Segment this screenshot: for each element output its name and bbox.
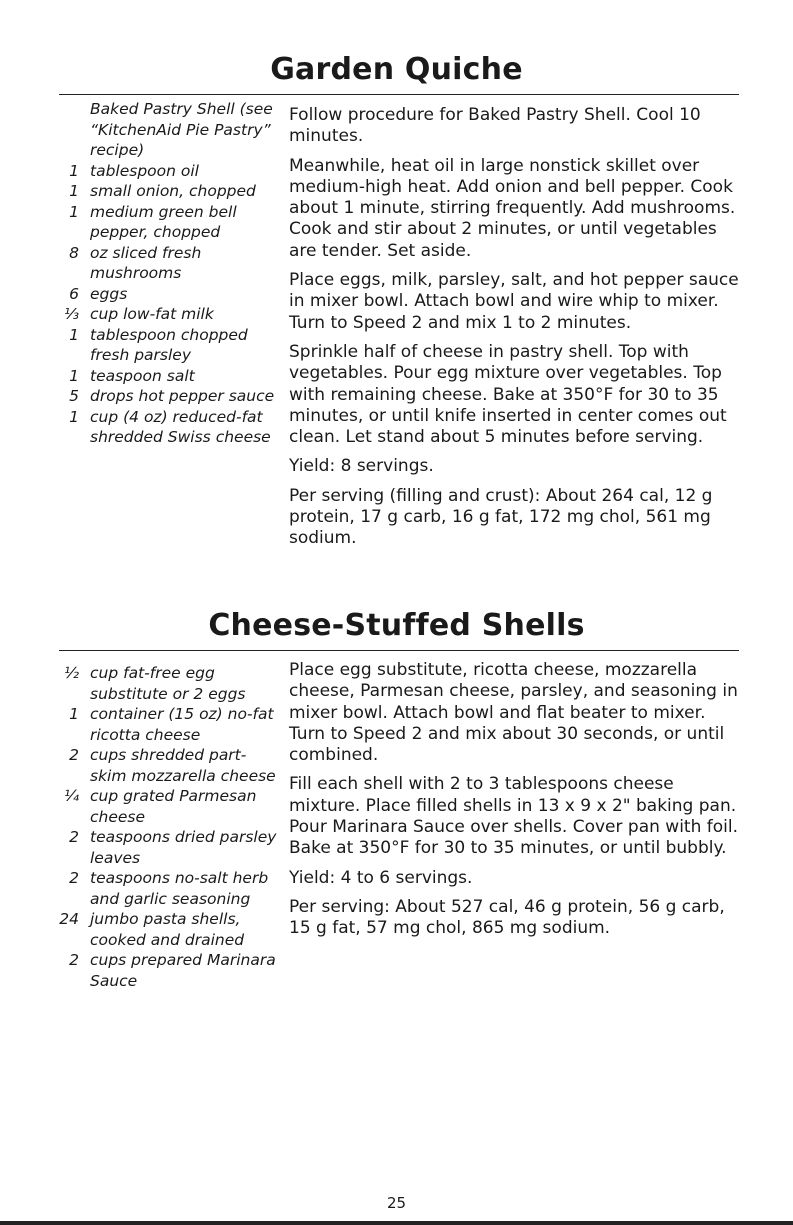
ingredient-quantity: ¼ xyxy=(63,787,79,805)
ingredient-item xyxy=(57,243,277,284)
ingredient-text: medium green bell pepper, chopped xyxy=(90,202,237,241)
ingredient-item xyxy=(57,202,277,243)
ingredient-item xyxy=(57,704,277,745)
ingredient-item xyxy=(57,663,277,704)
direction-paragraph: Follow procedure for Baked Pastry Shell. Cool 10 minutes. xyxy=(289,105,701,147)
ingredient-item xyxy=(57,827,277,868)
title-divider xyxy=(59,650,739,651)
ingredient-item xyxy=(57,284,277,305)
ingredient-item xyxy=(57,161,277,182)
ingredient-text: eggs xyxy=(90,284,128,303)
ingredient-item xyxy=(57,868,277,909)
ingredient-text: Baked Pastry Shell (see “KitchenAid Pie Pastry” recipe) xyxy=(90,100,273,159)
page-bottom-edge xyxy=(0,1221,793,1225)
ingredient-quantity: ½ xyxy=(63,664,79,682)
ingredient-list xyxy=(57,663,277,991)
ingredient-item xyxy=(57,304,277,325)
ingredient-quantity: 2 xyxy=(69,828,79,846)
ingredient-quantity: 1 xyxy=(69,705,79,723)
ingredient-quantity: 1 xyxy=(69,407,79,426)
ingredient-quantity: 5 xyxy=(69,387,79,405)
ingredient-item xyxy=(57,909,277,950)
title-divider xyxy=(59,94,739,95)
ingredient-quantity: 2 xyxy=(69,746,79,764)
ingredient-quantity: 6 xyxy=(69,284,79,303)
page-number: 25 xyxy=(386,1194,407,1212)
ingredient-text: tablespoon oil xyxy=(90,161,199,180)
ingredient-item xyxy=(57,745,277,786)
ingredient-text: cup grated Parmesan cheese xyxy=(90,787,257,826)
ingredient-text: oz sliced fresh mushrooms xyxy=(90,243,202,282)
ingredient-item xyxy=(57,386,277,407)
direction-paragraph: Sprinkle half of cheese in pastry shell. Top with vegetables. Pour egg mixture over vegetables. Top with remaining cheese. Bake at 350°F for 30 to 35 minutes, or until knife inserted in center comes out clean. Let stand about 5 minutes before serving. xyxy=(289,341,727,448)
directions xyxy=(289,660,744,948)
ingredient-text: cup (4 oz) reduced-fat shredded Swiss cheese xyxy=(90,407,271,446)
ingredient-quantity: 1 xyxy=(69,182,79,200)
ingredient-item xyxy=(57,181,277,202)
direction-paragraph: Place eggs, milk, parsley, salt, and hot pepper sauce in mixer bowl. Attach bowl and wire whip to mixer. Turn to Speed 2 and mix 1 to 2 minutes. xyxy=(289,270,739,333)
direction-paragraph: Yield: 4 to 6 servings. xyxy=(289,867,473,888)
ingredient-quantity: 2 xyxy=(69,869,79,887)
direction-paragraph: Per serving (filling and crust): About 264 cal, 12 g protein, 17 g carb, 16 g fat, 172 mg chol, 561 mg sodium. xyxy=(289,485,713,549)
direction-paragraph: Per serving: About 527 cal, 46 g protein, 56 g carb, 15 g fat, 57 mg chol, 865 mg sodium. xyxy=(289,896,725,939)
ingredient-text: cup fat-free egg substitute or 2 eggs xyxy=(90,664,246,703)
ingredient-quantity: 24 xyxy=(59,910,79,928)
recipe-title: Garden Quiche xyxy=(270,52,523,87)
ingredient-item xyxy=(57,325,277,366)
ingredient-quantity: 1 xyxy=(69,161,79,180)
ingredient-quantity: ⅓ xyxy=(63,305,79,323)
ingredient-text: teaspoon salt xyxy=(90,366,195,385)
ingredient-text: teaspoons no-salt herb and garlic seasoning xyxy=(90,869,269,908)
ingredient-text: cups shredded part-skim mozzarella cheese xyxy=(90,746,276,785)
ingredient-item xyxy=(57,407,277,448)
ingredient-text: drops hot pepper sauce xyxy=(90,387,275,405)
ingredient-quantity: 8 xyxy=(69,243,79,262)
ingredient-text: teaspoons dried parsley leaves xyxy=(90,828,277,867)
ingredient-text: small onion, chopped xyxy=(90,182,256,200)
ingredient-text: cups prepared Marinara Sauce xyxy=(90,951,276,990)
directions xyxy=(289,105,744,558)
ingredient-item xyxy=(57,99,277,161)
ingredient-item xyxy=(57,950,277,991)
ingredient-quantity: 2 xyxy=(69,951,79,969)
ingredient-text: cup low-fat milk xyxy=(90,305,214,323)
ingredient-text: container (15 oz) no-fat ricotta cheese xyxy=(90,705,274,744)
ingredient-quantity: 1 xyxy=(69,325,79,344)
ingredient-text: jumbo pasta shells, cooked and drained xyxy=(90,910,245,949)
direction-paragraph: Meanwhile, heat oil in large nonstick skillet over medium-high heat. Add onion and bell pepper. Cook about 1 minute, stirring frequently. Add mushrooms. Cook and stir about 2 minutes, or until vegetables are tender. Set aside. xyxy=(289,155,736,261)
recipe-title: Cheese-Stuffed Shells xyxy=(208,608,585,643)
ingredient-list xyxy=(57,99,277,448)
direction-paragraph: Place egg substitute, ricotta cheese, mozzarella cheese, Parmesan cheese, parsley, and seasoning in mixer bowl. Attach bowl and flat beater to mixer. Turn to Speed 2 and mix about 30 seconds, or until combined. xyxy=(289,660,738,766)
direction-paragraph: Yield: 8 servings. xyxy=(289,456,434,477)
ingredient-item xyxy=(57,786,277,827)
direction-paragraph: Fill each shell with 2 to 3 tablespoons cheese mixture. Place filled shells in 13 x 9 x 2" baking pan. Pour Marinara Sauce over shells. Cover pan with foil. Bake at 350°F for 30 to 35 minutes, or until bubbly. xyxy=(289,774,738,859)
ingredient-item xyxy=(57,366,277,387)
ingredient-quantity: 1 xyxy=(69,366,79,385)
ingredient-quantity: 1 xyxy=(69,202,79,221)
ingredient-text: tablespoon chopped fresh parsley xyxy=(90,325,248,364)
